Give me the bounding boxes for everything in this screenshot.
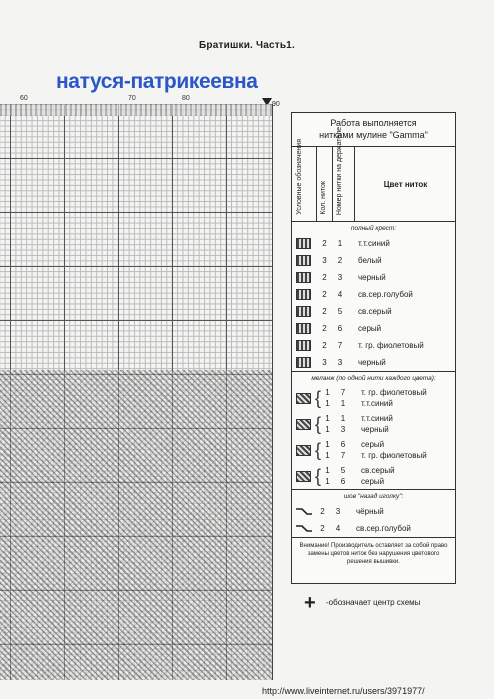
thread-count: 1 bbox=[325, 414, 330, 423]
thread-color: черный bbox=[358, 358, 386, 367]
thread-number: 6 bbox=[340, 477, 346, 486]
thread-count: 3 bbox=[322, 358, 327, 367]
melange-row bbox=[292, 385, 455, 411]
stitch-symbol-icon bbox=[296, 238, 311, 249]
thread-count: 1 bbox=[325, 451, 330, 460]
thread-color: т.т.синий bbox=[358, 239, 390, 248]
brace-icon: { bbox=[315, 440, 322, 460]
col-symbol-header: Условные обозначения bbox=[296, 139, 303, 215]
chart-pattern-area bbox=[0, 370, 272, 680]
full-cross-row bbox=[292, 337, 455, 354]
thread-number: 5 bbox=[340, 466, 346, 475]
full-cross-row bbox=[292, 286, 455, 303]
footer-url[interactable]: http://www.liveinternet.ru/users/3971977/ bbox=[262, 686, 425, 696]
full-cross-row bbox=[292, 269, 455, 286]
thread-color: св.сер.голубой bbox=[356, 524, 411, 533]
thread-number: 6 bbox=[337, 324, 343, 333]
thread-legend bbox=[291, 112, 456, 584]
thread-color: чёрный bbox=[356, 507, 384, 516]
backstitch-row bbox=[292, 520, 455, 537]
stitch-symbol-icon bbox=[296, 393, 311, 404]
thread-count: 2 bbox=[320, 524, 325, 533]
thread-count: 2 bbox=[322, 324, 327, 333]
full-cross-row bbox=[292, 354, 455, 371]
brace-icon: { bbox=[315, 414, 322, 434]
brace-icon: { bbox=[315, 388, 322, 408]
thread-number: 3 bbox=[340, 425, 346, 434]
thread-count: 1 bbox=[325, 399, 330, 408]
section-melange: меланж (по одной нити каждого цвета): bbox=[292, 371, 455, 385]
stitch-symbol-icon bbox=[296, 445, 311, 456]
thread-count: 2 bbox=[320, 507, 325, 516]
col-number-header: Номер нитки на держателе bbox=[336, 126, 343, 215]
thread-count: 3 bbox=[322, 256, 327, 265]
thread-color: т.т.синий bbox=[361, 399, 393, 408]
section-full-cross: полный крест: bbox=[350, 225, 397, 232]
center-cross-icon: + bbox=[304, 592, 316, 614]
thread-count: 2 bbox=[322, 290, 327, 299]
chart-top-row bbox=[0, 104, 272, 116]
axis-label-80: 80 bbox=[182, 95, 190, 102]
stitch-symbol-icon bbox=[296, 306, 311, 317]
axis-label-90: 90 bbox=[272, 101, 280, 108]
full-cross-row bbox=[292, 320, 455, 337]
axis-label-70: 70 bbox=[128, 95, 136, 102]
thread-number: 4 bbox=[337, 290, 343, 299]
thread-number: 1 bbox=[340, 414, 346, 423]
col-count-header: Кол. ниток bbox=[320, 181, 327, 215]
thread-color: черный bbox=[361, 425, 389, 434]
thread-color: белый bbox=[358, 256, 382, 265]
thread-color: т. гр. фиолетовый bbox=[361, 388, 427, 397]
melange-row bbox=[292, 437, 455, 463]
legend-heading-line2: нитками мулине "Gamma" bbox=[319, 130, 428, 140]
thread-color: т. гр. фиолетовый bbox=[361, 451, 427, 460]
full-cross-row bbox=[292, 235, 455, 252]
thread-color: т. гр. фиолетовый bbox=[358, 341, 424, 350]
thread-number: 7 bbox=[340, 388, 346, 397]
stitch-symbol-icon bbox=[296, 255, 311, 266]
thread-number: 4 bbox=[335, 524, 341, 533]
thread-color: серый bbox=[361, 440, 385, 449]
legend-heading-line1: Работа выполняется bbox=[330, 118, 417, 128]
thread-count: 2 bbox=[322, 273, 327, 282]
thread-number: 3 bbox=[335, 507, 341, 516]
brace-icon: { bbox=[315, 466, 322, 486]
thread-count: 1 bbox=[325, 477, 330, 486]
thread-number: 7 bbox=[340, 451, 346, 460]
page-title: Братишки. Часть1. bbox=[199, 40, 295, 51]
stitch-symbol-icon bbox=[296, 323, 311, 334]
thread-count: 1 bbox=[325, 425, 330, 434]
thread-color: св.серый bbox=[361, 466, 395, 475]
stitch-symbol-icon bbox=[296, 340, 311, 351]
backstitch-row bbox=[292, 503, 455, 520]
thread-count: 1 bbox=[325, 466, 330, 475]
stitch-symbol-icon bbox=[296, 289, 311, 300]
thread-count: 1 bbox=[325, 388, 330, 397]
legend-heading bbox=[292, 113, 455, 147]
cross-stitch-chart bbox=[0, 104, 273, 680]
backstitch-icon bbox=[295, 524, 313, 533]
thread-number: 3 bbox=[337, 358, 343, 367]
melange-row bbox=[292, 411, 455, 437]
melange-row bbox=[292, 463, 455, 489]
thread-number: 6 bbox=[340, 440, 346, 449]
thread-count: 2 bbox=[322, 341, 327, 350]
thread-number: 7 bbox=[337, 341, 343, 350]
thread-number: 1 bbox=[337, 239, 343, 248]
thread-number: 2 bbox=[337, 256, 343, 265]
backstitch-icon bbox=[295, 507, 313, 516]
thread-count: 2 bbox=[322, 307, 327, 316]
thread-number: 1 bbox=[340, 399, 346, 408]
stitch-symbol-icon bbox=[296, 471, 311, 482]
section-backstitch: шов "назад иголку": bbox=[292, 489, 455, 503]
full-cross-row bbox=[292, 303, 455, 320]
stitch-symbol-icon bbox=[296, 419, 311, 430]
axis-label-60: 60 bbox=[20, 95, 28, 102]
thread-color: черный bbox=[358, 273, 386, 282]
thread-color: св.серый bbox=[358, 307, 392, 316]
brand-watermark: натуся-патрикеевна bbox=[56, 70, 258, 93]
thread-count: 1 bbox=[325, 440, 330, 449]
thread-color: серый bbox=[361, 477, 385, 486]
full-cross-row bbox=[292, 252, 455, 269]
thread-color: серый bbox=[358, 324, 382, 333]
thread-count: 2 bbox=[322, 239, 327, 248]
thread-color: т.т.синий bbox=[361, 414, 393, 423]
center-mark-text: -обозначает центр схемы bbox=[326, 598, 421, 607]
thread-number: 5 bbox=[337, 307, 343, 316]
col-color-header: Цвет ниток bbox=[383, 179, 428, 189]
thread-color: св.сер.голубой bbox=[358, 290, 413, 299]
stitch-symbol-icon bbox=[296, 272, 311, 283]
legend-note: Внимание! Производитель оставляет за собой право замены цветов ниток без нарушения цветового решения вышивки. bbox=[292, 537, 455, 566]
thread-number: 3 bbox=[337, 273, 343, 282]
stitch-symbol-icon bbox=[296, 357, 311, 368]
